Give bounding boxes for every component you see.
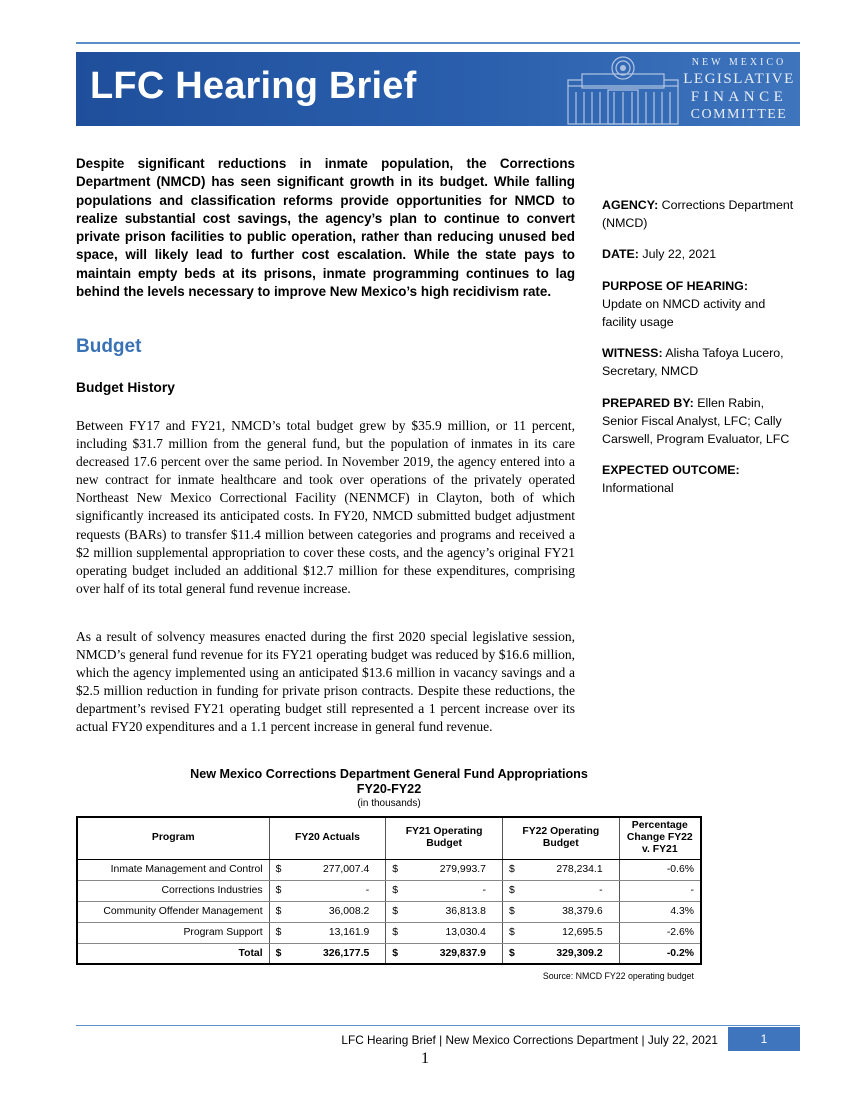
witness-value: Alisha Tafoya Lucero, Secretary, NMCD <box>602 346 784 379</box>
fy20-cell <box>269 880 386 901</box>
table-title: New Mexico Corrections Department General Fund Appropriations <box>190 767 588 781</box>
money-value <box>392 906 496 917</box>
amount: 329,309.2 <box>556 947 603 959</box>
body-paragraph-1: Between FY17 and FY21, NMCD’s total budget grew by $35.9 million, or 11 percent, including $31.7 million from the general fund, but the population of inmates in its care decreased 17.6 percent over the same period. In November 2019, the agency entered into a new contract for inmate healthcare and took over operations of the privately operated Northeast New Mexico Correctional Facility (NENMCF) in Clayton, both of which significantly increased its anticipated costs. In FY20, NMCD submitted budget adjustment requests (BARs) to transfer $11.4 million between categories and programs and received a $2 million supplemental appropriation to cover these costs, and the agency’s original FY21 operating budget included an additional $12.7 million for these expenditures, comprising over half of its total general fund revenue increase. <box>76 418 575 596</box>
footer-text: LFC Hearing Brief | New Mexico Corrections Department | July 22, 2021 <box>341 1033 718 1047</box>
money-value <box>392 948 496 959</box>
org-line-committee: COMMITTEE <box>690 107 788 122</box>
fy22-cell <box>502 859 619 880</box>
money-value <box>509 948 613 959</box>
header-banner <box>76 52 800 126</box>
money-value <box>276 948 380 959</box>
table-row <box>77 901 701 922</box>
fy22-cell <box>502 880 619 901</box>
percent-change-cell: -2.6% <box>619 922 701 943</box>
fy21-cell <box>386 859 503 880</box>
fy21-cell <box>386 943 503 964</box>
program-cell: Program Support <box>77 922 269 943</box>
agency-label: AGENCY: <box>602 198 659 212</box>
money-value <box>509 927 613 938</box>
money-value <box>276 906 380 917</box>
prepared-by-value: Ellen Rabin, Senior Fiscal Analyst, LFC; Cally Carswell, Program Evaluator, LFC <box>602 395 790 447</box>
purpose-label: PURPOSE OF HEARING: <box>602 278 748 293</box>
amount: 279,993.7 <box>439 864 486 875</box>
prepared-by-block <box>602 394 800 449</box>
currency-symbol: $ <box>508 906 515 917</box>
amount: 278,234.1 <box>556 864 603 875</box>
money-value <box>509 906 613 917</box>
currency-symbol: $ <box>508 947 515 959</box>
currency-symbol: $ <box>275 947 282 959</box>
table-units: (in thousands) <box>357 798 421 809</box>
witness-label: WITNESS: <box>602 346 663 361</box>
header-fy20: FY20 Actuals <box>269 817 386 859</box>
witness-block <box>602 344 800 380</box>
amount: - <box>482 885 486 896</box>
header-fy22: FY22 Operating Budget <box>502 817 619 859</box>
agency-block <box>602 196 800 232</box>
footer-page-box: 1 <box>728 1027 800 1051</box>
percent-change-cell: - <box>619 880 701 901</box>
currency-symbol: $ <box>508 864 515 875</box>
amount: 12,695.5 <box>562 927 603 938</box>
table-row <box>77 922 701 943</box>
money-value <box>509 885 613 896</box>
org-line-finance: FINANCE <box>690 89 788 105</box>
prepared-by-label: PREPARED BY: <box>602 395 694 410</box>
currency-symbol: $ <box>275 864 282 875</box>
money-value <box>509 864 613 875</box>
money-value <box>392 885 496 896</box>
amount: 38,379.6 <box>562 906 603 917</box>
amount: 36,813.8 <box>445 906 486 917</box>
subheading-budget-history: Budget History <box>76 380 175 395</box>
section-heading-budget: Budget <box>76 336 142 357</box>
fy22-cell <box>502 922 619 943</box>
percent-change-cell: -0.6% <box>619 859 701 880</box>
fy22-cell <box>502 943 619 964</box>
lfc-logo-text <box>682 56 796 124</box>
currency-symbol: $ <box>392 947 399 959</box>
currency-symbol: $ <box>275 927 282 938</box>
fy21-cell <box>386 922 503 943</box>
currency-symbol: $ <box>508 927 515 938</box>
fy20-cell <box>269 922 386 943</box>
body-paragraph-2: As a result of solvency measures enacted during the first 2020 special legislative session, NMCD’s general fund revenue for its FY21 operating budget was reduced by $16.6 million, which the agency implemented using an anticipated $13.6 million in vacancy savings and a $2.5 million reduction in funding for private prison contracts. Despite these reductions, the department’s revised FY21 operating budget still represented a 1 percent increase over its actual FY20 expenditures and a 1.1 percent increase in general fund revenue. <box>76 629 575 735</box>
header-percent-change: Percentage Change FY22 v. FY21 <box>619 817 701 859</box>
fy20-cell <box>269 901 386 922</box>
program-cell: Inmate Management and Control <box>77 859 269 880</box>
program-cell: Total <box>77 943 269 964</box>
intro-summary: Despite significant reductions in inmate population, the Corrections Department (NMCD) has seen significant growth in its budget. While falling populations and classification reforms provide opportunities for NMCD to realize substantial cost savings, the agency’s plan to continue to convert private prison facilities to public operation, rather than reducing unused bed space, will likely lead to further cost escalation. While the state pays to maintain empty beds at its prisons, inmate programming continues to lag behind the levels necessary to improve New Mexico’s high recidivism rate. <box>76 156 575 300</box>
program-cell: Corrections Industries <box>77 880 269 901</box>
table-total-row <box>77 943 701 964</box>
amount: - <box>365 885 370 896</box>
org-line-state: NEW MEXICO <box>691 57 787 68</box>
footer-rule <box>76 1025 800 1026</box>
date-value: July 22, 2021 <box>642 247 717 262</box>
table-row <box>77 880 701 901</box>
currency-symbol: $ <box>392 906 399 917</box>
fy22-cell <box>502 901 619 922</box>
money-value <box>392 927 496 938</box>
expected-outcome-block <box>602 461 800 497</box>
currency-symbol: $ <box>275 885 282 896</box>
table-title-years: FY20-FY22 <box>356 782 422 796</box>
percent-change-cell: -0.2% <box>619 943 701 964</box>
fy20-cell <box>269 859 386 880</box>
percent-change-cell: 4.3% <box>619 901 701 922</box>
amount: 36,008.2 <box>328 906 370 917</box>
expected-outcome-label: EXPECTED OUTCOME: <box>602 463 740 478</box>
currency-symbol: $ <box>392 885 399 896</box>
purpose-block <box>602 277 800 332</box>
page-number: 1 <box>421 1050 429 1067</box>
appropriations-table <box>76 816 702 965</box>
date-block <box>602 245 800 263</box>
amount: 13,030.4 <box>445 927 486 938</box>
table-body <box>77 859 701 964</box>
amount: - <box>599 885 603 896</box>
table-source-note: Source: NMCD FY22 operating budget <box>542 971 694 981</box>
purpose-value: Update on NMCD activity and facility usage <box>602 296 766 330</box>
capitol-building-icon <box>564 52 682 126</box>
money-value <box>276 864 380 875</box>
program-cell: Community Offender Management <box>77 901 269 922</box>
agency-value: Corrections Department (NMCD) <box>602 198 794 231</box>
banner-title: LFC Hearing Brief <box>90 65 417 107</box>
header-fy21: FY21 Operating Budget <box>386 817 503 859</box>
currency-symbol: $ <box>508 885 515 896</box>
money-value <box>276 927 380 938</box>
amount: 13,161.9 <box>328 927 370 938</box>
money-value <box>392 864 496 875</box>
amount: 326,177.5 <box>323 947 370 959</box>
org-line-legislative: LEGISLATIVE <box>683 71 795 87</box>
header-program: Program <box>77 817 269 859</box>
fy21-cell <box>386 901 503 922</box>
currency-symbol: $ <box>392 864 399 875</box>
hearing-details-sidebar <box>602 196 800 511</box>
expected-outcome-value: Informational <box>602 481 674 496</box>
currency-symbol: $ <box>392 927 399 938</box>
currency-symbol: $ <box>275 906 282 917</box>
amount: 329,837.9 <box>439 947 486 959</box>
top-rule <box>76 42 800 44</box>
table-header-row <box>77 817 701 859</box>
money-value <box>276 885 380 896</box>
fy20-cell <box>269 943 386 964</box>
date-label: DATE: <box>602 247 639 262</box>
table-row <box>77 859 701 880</box>
amount: 277,007.4 <box>323 864 370 875</box>
fy21-cell <box>386 880 503 901</box>
